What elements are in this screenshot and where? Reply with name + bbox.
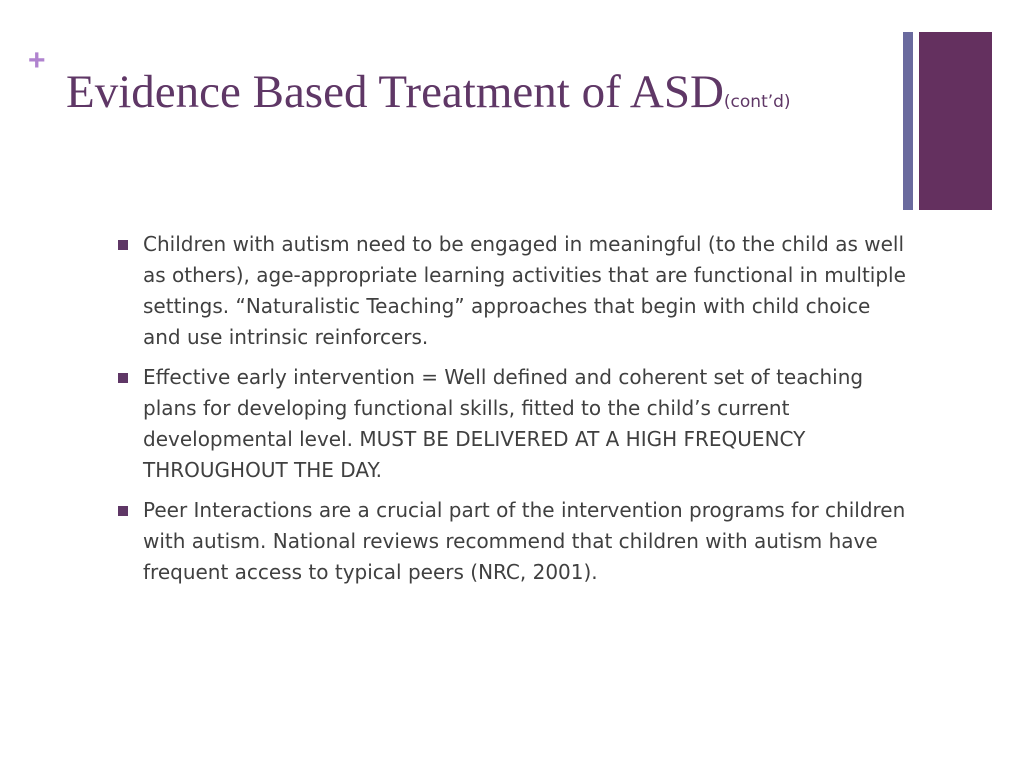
decorative-bar-thin [903, 32, 913, 210]
decorative-bar-thick [919, 32, 992, 210]
plus-icon: + [28, 44, 46, 77]
bullet-text: Peer Interactions are a crucial part of the intervention programs for children with autism. National reviews recommend that children with autism have frequent access to typical peers (NRC, 2001). [143, 498, 906, 584]
bullet-item [118, 362, 908, 486]
bullet-text: Effective early intervention = Well defined and coherent set of teaching plans for developing functional skills, fitted to the child’s current developmental level. MUST BE DELIVERED AT A HIGH FREQUENCY THROUGHOUT THE DAY. [143, 365, 864, 482]
square-bullet-icon [118, 373, 128, 383]
bullet-item [118, 229, 908, 353]
slide-title-suffix: (cont’d) [723, 92, 791, 112]
square-bullet-icon [118, 240, 128, 250]
slide-title-text: Evidence Based Treatment of ASD [66, 66, 724, 118]
square-bullet-icon [118, 506, 128, 516]
slide-title [66, 62, 886, 132]
bullet-item [118, 495, 908, 588]
bullet-text: Children with autism need to be engaged in meaningful (to the child as well as others), age-appropriate learning activities that are functional in multiple settings. “Naturalistic Teaching” approaches that begin with child choice and use intrinsic reinforcers. [143, 232, 906, 349]
bullet-list [118, 229, 908, 597]
